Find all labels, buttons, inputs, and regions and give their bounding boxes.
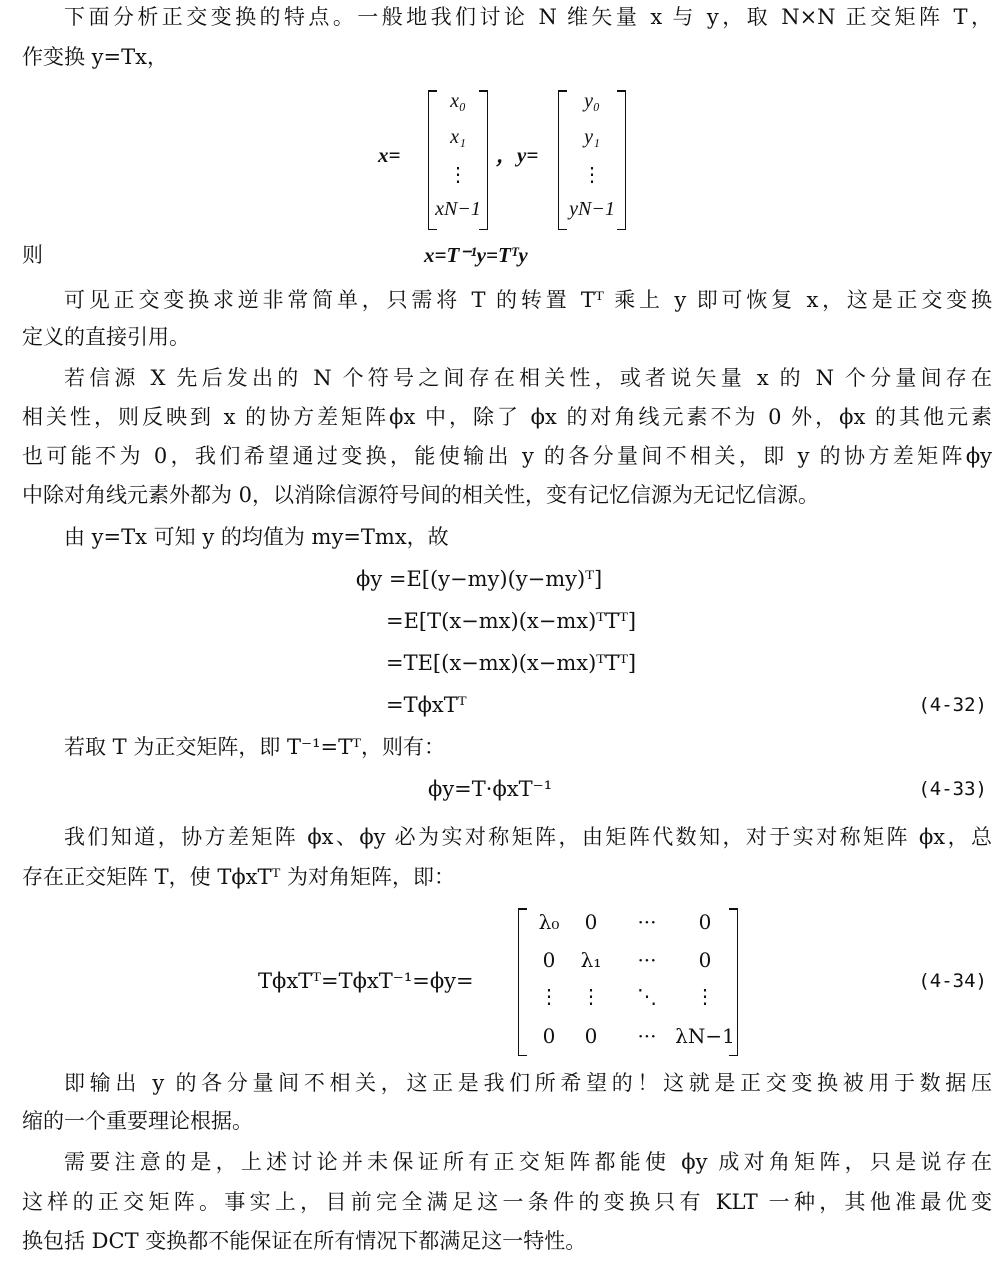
p3-line-3: 也可能不为 0，我们希望通过变换，能使输出 y 的各分量间不相关，即 y 的协方差矩阵ϕy (22, 444, 992, 468)
matrix-cell: ⋮ (581, 984, 601, 1008)
matrix-cell: 0 (542, 948, 556, 972)
x-entry-2: ⋮ (448, 164, 468, 186)
x-entry-3: xN−1 (435, 198, 481, 220)
p6-line-2: 存在正交矩阵 T，使 TϕxTᵀ 为对角矩阵，即： (22, 865, 456, 889)
matrix-cell: ··· (637, 948, 657, 972)
p8-line-1: 需要注意的是，上述讨论并未保证所有正交矩阵都能使 ϕy 成对角矩阵，只是说存在 (64, 1150, 992, 1174)
p2-line-1: 可见正交变换求逆非常简单，只需将 T 的转置 Tᵀ 乘上 y 即可恢复 x，这是正交变换 (64, 288, 992, 312)
eq33-number: (4-33) (918, 778, 987, 800)
eq32-row-1: ϕy =E[(y−my)(y−my)ᵀ] (356, 567, 603, 591)
matrix-cell: ··· (637, 910, 657, 934)
x-entry-0: x₀ (450, 90, 466, 112)
y-entry-2: ⋮ (582, 164, 602, 186)
p7-line-2: 缩的一个重要理论根据。 (22, 1109, 253, 1133)
x-vector-label: x= (378, 143, 401, 167)
eq32-row-2: =E[T(x−mx)(x−mx)ᵀTᵀ] (386, 609, 637, 633)
matrix-cell: ⋮ (695, 984, 715, 1008)
matrix-cell: λ₀ (538, 910, 560, 934)
p3-line-2: 相关性，则反映到 x 的协方差矩阵ϕx 中，除了 ϕx 的对角线元素不为 0 外，ϕx 的其他元素 (22, 405, 992, 429)
eq32-number: (4-32) (918, 694, 987, 716)
eq33-expression: ϕy=T·ϕxT⁻¹ (428, 777, 553, 801)
p4-line-1: 由 y=Tx 可知 y 的均值为 my=Tmx，故 (64, 525, 449, 549)
eq34-lhs: TϕxTᵀ=TϕxT⁻¹=ϕy= (258, 969, 474, 993)
y-entry-1: y₁ (584, 126, 600, 148)
matrix-cell: 0 (698, 948, 712, 972)
y-vector (558, 90, 626, 230)
p1-line-2: 作变换 y=Tx， (22, 45, 168, 69)
p6-line-1: 我们知道，协方差矩阵 ϕx、ϕy 必为实对称矩阵，由矩阵代数知，对于实对称矩阵 ϕx，总 (64, 825, 992, 849)
inverse-equation: x=T⁻¹y=Tᵀy (424, 243, 528, 267)
x-vector (428, 90, 488, 230)
p2-line-2: 定义的直接引用。 (22, 325, 190, 349)
eq34-number: (4-34) (918, 970, 987, 992)
matrix-cell: 0 (542, 1024, 556, 1048)
matrix-cell: 0 (698, 910, 712, 934)
p7-line-1: 即输出 y 的各分量间不相关，这正是我们所希望的！这就是正交变换被用于数据压 (64, 1071, 992, 1095)
p8-line-2: 这样的正交矩阵。事实上，目前完全满足这一条件的变换只有 KLT 一种，其他准最优变 (22, 1190, 992, 1214)
p3-line-4: 中除对角线元素外都为 0，以消除信源符号间的相关性，变有记忆信源为无记忆信源。 (22, 483, 820, 507)
y-entry-0: y₀ (584, 90, 600, 112)
matrix-cell: ⋮ (539, 984, 559, 1008)
matrix-cell: ⋱ (637, 984, 657, 1008)
eq32-row-4: =TϕxTᵀ (386, 693, 467, 717)
matrix-cell: 0 (584, 910, 598, 934)
matrix-cell: 0 (584, 1024, 598, 1048)
then-word: 则 (22, 243, 43, 267)
matrix-cell: λN−1 (675, 1024, 735, 1048)
diagonal-matrix (518, 908, 738, 1056)
p3-line-1: 若信源 X 先后发出的 N 个符号之间存在相关性，或者说矢量 x 的 N 个分量间存在 (64, 366, 992, 390)
y-vector-label: ，y= (496, 143, 539, 167)
p8-line-3: 换包括 DCT 变换都不能保证在所有情况下都满足这一特性。 (22, 1229, 587, 1253)
p5-line-1: 若取 T 为正交矩阵，即 T⁻¹=Tᵀ，则有： (64, 735, 445, 759)
p1-line-1: 下面分析正交变换的特点。一般地我们讨论 N 维矢量 x 与 y，取 N×N 正交矩阵 T， (64, 5, 992, 29)
eq32-row-3: =TE[(x−mx)(x−mx)ᵀTᵀ] (386, 651, 637, 675)
x-entry-1: x₁ (450, 126, 466, 148)
matrix-cell: λ₁ (580, 948, 602, 972)
y-entry-3: yN−1 (569, 198, 615, 220)
matrix-cell: ··· (637, 1024, 657, 1048)
